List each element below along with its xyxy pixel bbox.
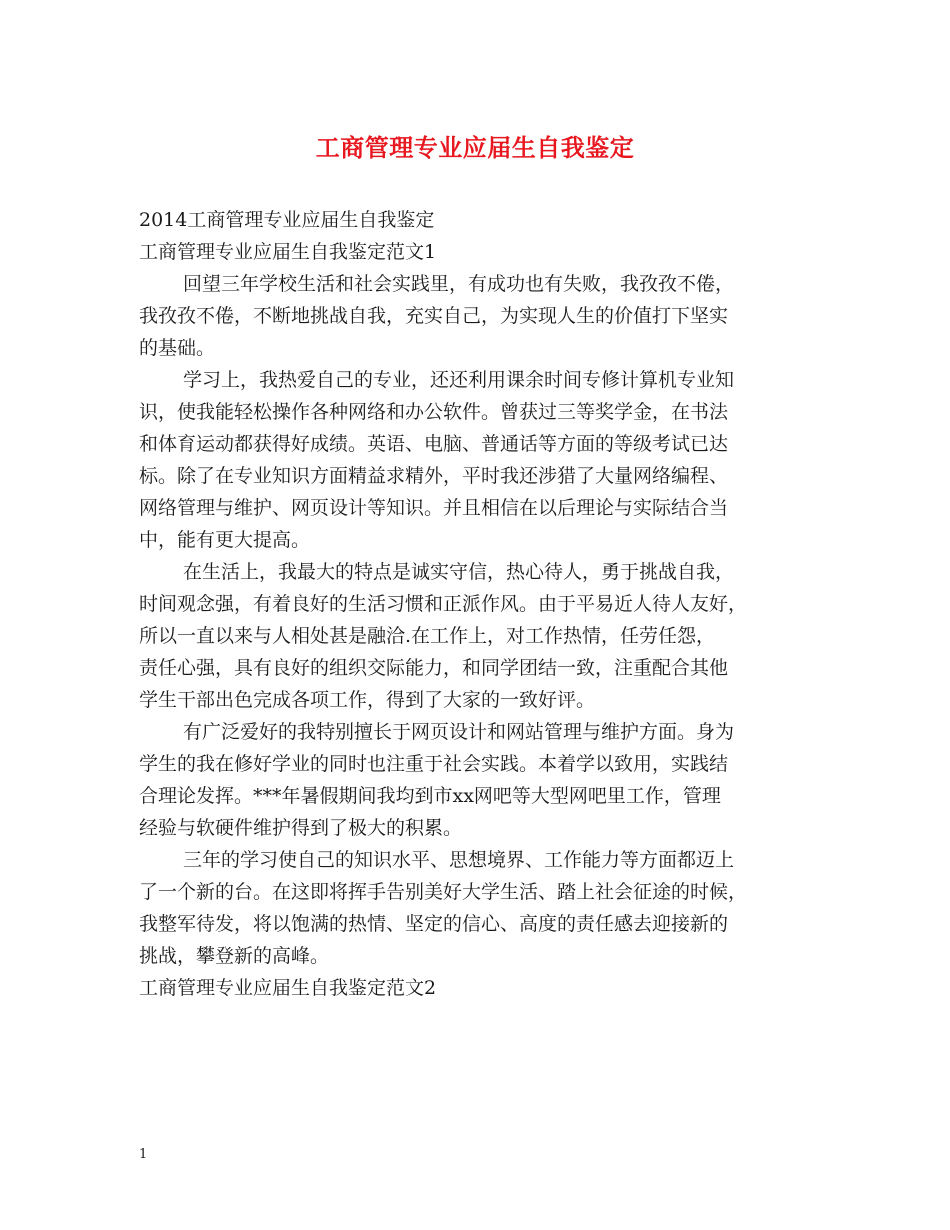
text-line: 学生的我在修好学业的同时也注重于社会实践。本着学以致用，实践结	[139, 753, 729, 775]
text-line: 工商管理专业应届生自我鉴定范文1	[139, 241, 437, 263]
text-line: 工商管理专业应届生自我鉴定范文2	[139, 977, 437, 999]
document-body	[139, 204, 819, 1004]
text-line: 和体育运动都获得好成绩。英语、电脑、普通话等方面的等级考试已达	[139, 433, 729, 455]
text-line: 挑战，攀登新的高峰。	[139, 945, 330, 967]
text-line: 经验与软硬件维护得到了极大的积累。	[139, 817, 463, 839]
text-line: 所以一直以来与人相处甚是融洽.在工作上，对工作热情，任劳任怨，	[139, 625, 716, 647]
text-line: 合理论发挥。***年暑假期间我均到市xx网吧等大型网吧里工作，管理	[139, 785, 721, 807]
text-line: 的基础。	[139, 337, 216, 359]
text-line: 学习上，我热爱自己的专业，还还利用课余时间专修计算机专业知	[183, 369, 735, 391]
text-line: 网络管理与维护、网页设计等知识。并且相信在以后理论与实际结合当	[139, 497, 729, 519]
text-line: 有广泛爱好的我特别擅长于网页设计和网站管理与维护方面。身为	[183, 721, 735, 743]
page-number: 1	[139, 1147, 148, 1162]
text-line: 在生活上，我最大的特点是诚实守信，热心待人，勇于挑战自我，	[183, 561, 735, 583]
text-line: 三年的学习使自己的知识水平、思想境界、工作能力等方面都迈上	[183, 849, 735, 871]
text-line: 我整军待发，将以饱满的热情、坚定的信心、高度的责任感去迎接新的	[139, 913, 729, 935]
text-line: 2014工商管理专业应届生自我鉴定	[139, 209, 435, 231]
text-line: 标。除了在专业知识方面精益求精外，平时我还涉猎了大量网络编程、	[139, 465, 729, 487]
text-line: 责任心强，具有良好的组织交际能力，和同学团结一致，注重配合其他	[139, 657, 729, 679]
text-line: 回望三年学校生活和社会实践里，有成功也有失败，我孜孜不倦，	[183, 273, 735, 295]
document-title: 工商管理专业应届生自我鉴定	[315, 133, 635, 162]
text-line: 学生干部出色完成各项工作，得到了大家的一致好评。	[139, 689, 596, 711]
text-line: 中，能有更大提高。	[139, 529, 311, 551]
text-line: 我孜孜不倦，不断地挑战自我，充实自己，为实现人生的价值打下坚实	[139, 305, 729, 327]
text-line: 时间观念强，有着良好的生活习惯和正派作风。由于平易近人待人友好，	[139, 593, 748, 615]
text-line: 了一个新的台。在这即将挥手告别美好大学生活、踏上社会征途的时候，	[139, 881, 748, 903]
text-line: 识，使我能轻松操作各种网络和办公软件。曾获过三等奖学金，在书法	[139, 401, 729, 423]
